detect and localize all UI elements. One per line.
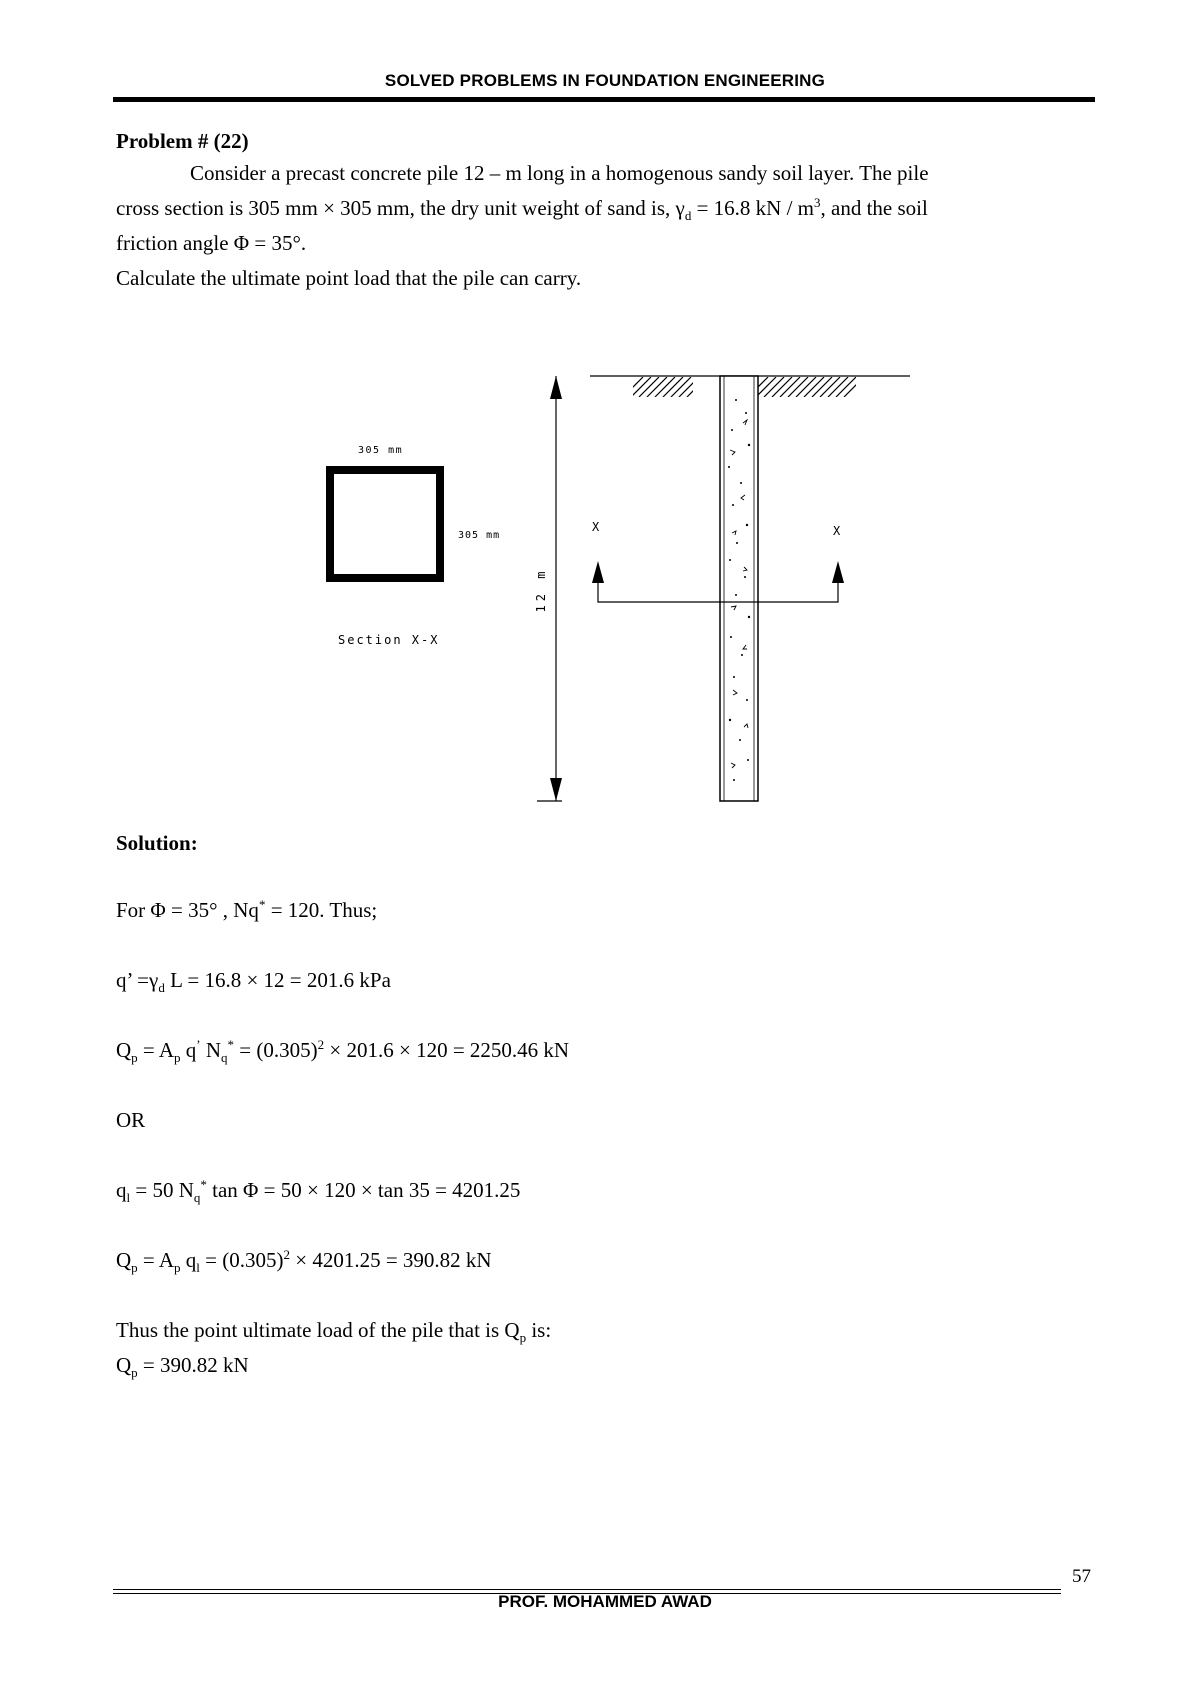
soil-hatching-right: [748, 377, 864, 397]
statement-line-2: cross section is 305 mm × 305 mm, the dry unit weight of sand is, $\gamma_d = 16.8$ kN / $m^3$, and the soil: [116, 195, 928, 224]
section-side-dimension: 305 mm: [458, 530, 501, 541]
equation-qp-2: $Q_p = A_p$ $q_l = (0.305)^2 \times 4201.25 = 390.82$ kN: [116, 1247, 492, 1276]
section-cut-label-right: X: [833, 524, 841, 538]
section-caption: Section X-X: [338, 633, 440, 647]
section-top-dimension: 305 mm: [358, 445, 404, 456]
section-cut-line: [592, 561, 844, 602]
section-cut-label-left: X: [592, 520, 600, 534]
statement-line-3: friction angle Φ = 35°.: [116, 231, 307, 255]
running-header: SOLVED PROBLEMS IN FOUNDATION ENGINEERING: [384, 71, 826, 90]
soil-hatching-left: [623, 377, 707, 397]
equation-qp-1: $Q_p = A_p$ q’ $N_q^* = (0.305)^2 \times 201.6 \times 120 = 2250.46$ kN: [116, 1037, 570, 1066]
equation-limiting-resistance: $q_l = 50$ $N_q^*$ tan Φ = 50 × 120 × tan 35 = 4201.25: [116, 1177, 521, 1206]
pile-body: [720, 376, 758, 801]
length-label: 12 m: [534, 567, 548, 613]
problem-heading: Problem # (22): [116, 129, 249, 153]
header-rule: [113, 97, 1095, 102]
footer-author: PROF. MOHAMMED AWAD: [498, 1592, 712, 1611]
pile-figure: [300, 355, 920, 815]
solution-heading: Solution:: [116, 831, 198, 855]
page-number: 57: [1072, 1566, 1091, 1587]
conclusion-text: Thus the point ultimate load of the pile that is $Q_p$ is:: [116, 1318, 552, 1346]
equation-effective-stress: q’ $=\gamma_d$ L = 16.8 × 12 = 201.6 kPa: [116, 968, 391, 996]
statement-line-4: Calculate the ultimate point load that the pile can carry.: [116, 266, 582, 290]
final-answer: $Q_p = 390.82$ kN: [116, 1353, 249, 1381]
footer-rule-upper: [113, 1589, 1061, 1590]
or-text: OR: [116, 1108, 146, 1132]
equation-nq: For Φ = 35° , Nq* = 120. Thus;: [116, 897, 378, 922]
statement-line-1: Consider a precast concrete pile 12 – m long in a homogenous sandy soil layer. The pile: [190, 161, 929, 185]
pile-cross-section: [330, 470, 440, 578]
problem-statement: [116, 156, 1074, 296]
